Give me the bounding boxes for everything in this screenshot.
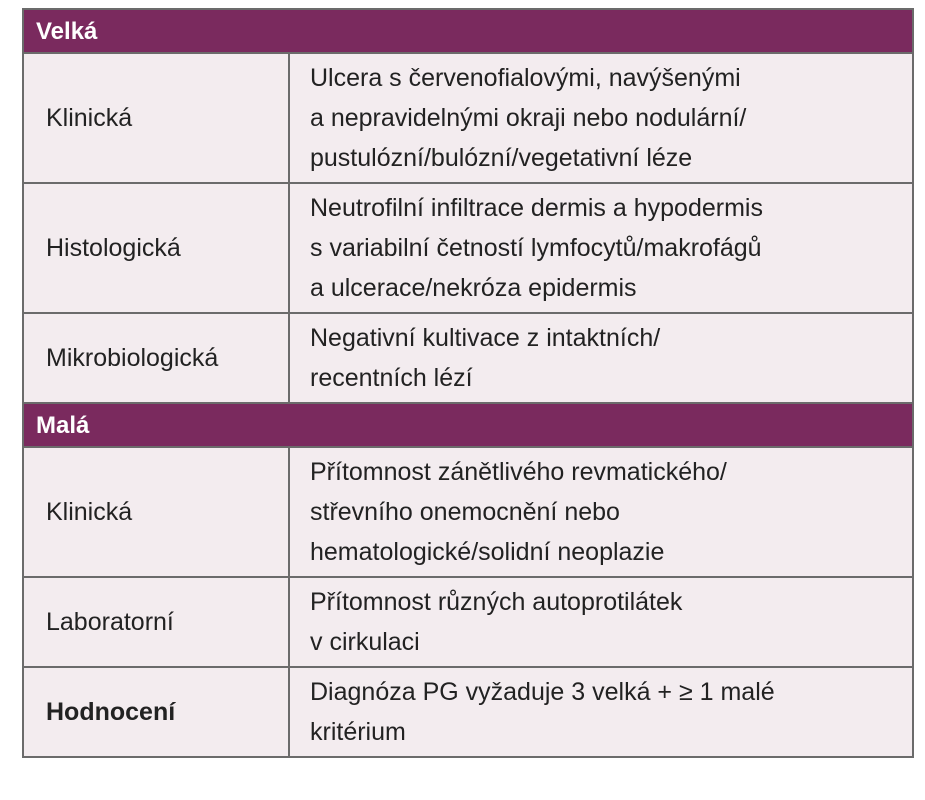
table-row — [24, 578, 912, 668]
table-row — [24, 54, 912, 184]
evaluation-label: Hodnocení — [24, 668, 290, 756]
description-line: a ulcerace/nekróza epidermis — [310, 274, 637, 302]
row-description — [290, 578, 912, 666]
description-line: Negativní kultivace z intaktních/ — [310, 324, 661, 352]
section-header-mala: Malá — [24, 404, 912, 448]
description-line: a nepravidelnými okraji nebo nodulární/ — [310, 104, 747, 132]
description-line: hematologické/solidní neoplazie — [310, 538, 665, 566]
description-line: recentních lézí — [310, 364, 473, 392]
row-label: Mikrobiologická — [24, 314, 290, 402]
row-description — [290, 314, 912, 402]
description-line: Neutrofilní infiltrace dermis a hypodermis — [310, 194, 763, 222]
row-description — [290, 184, 912, 312]
table-row — [24, 448, 912, 578]
row-label: Klinická — [24, 54, 290, 182]
table-row — [24, 314, 912, 404]
evaluation-description — [290, 668, 912, 756]
description-line: Přítomnost různých autoprotilátek — [310, 588, 683, 616]
row-description — [290, 448, 912, 576]
description-line: s variabilní četností lymfocytů/makrofágů — [310, 234, 762, 262]
table-row — [24, 184, 912, 314]
description-line: pustulózní/bulózní/vegetativní léze — [310, 144, 693, 172]
criteria-table — [22, 8, 914, 758]
description-line: střevního onemocnění nebo — [310, 498, 620, 526]
description-line: Ulcera s červenofialovými, navýšenými — [310, 64, 741, 92]
description-line: Diagnóza PG vyžaduje 3 velká + ≥ 1 malé — [310, 678, 775, 706]
section-header-velka: Velká — [24, 10, 912, 54]
evaluation-row — [24, 668, 912, 756]
row-label: Histologická — [24, 184, 290, 312]
row-label: Laboratorní — [24, 578, 290, 666]
row-label: Klinická — [24, 448, 290, 576]
description-line: kritérium — [310, 718, 406, 746]
row-description — [290, 54, 912, 182]
description-line: v cirkulaci — [310, 628, 420, 656]
description-line: Přítomnost zánětlivého revmatického/ — [310, 458, 727, 486]
